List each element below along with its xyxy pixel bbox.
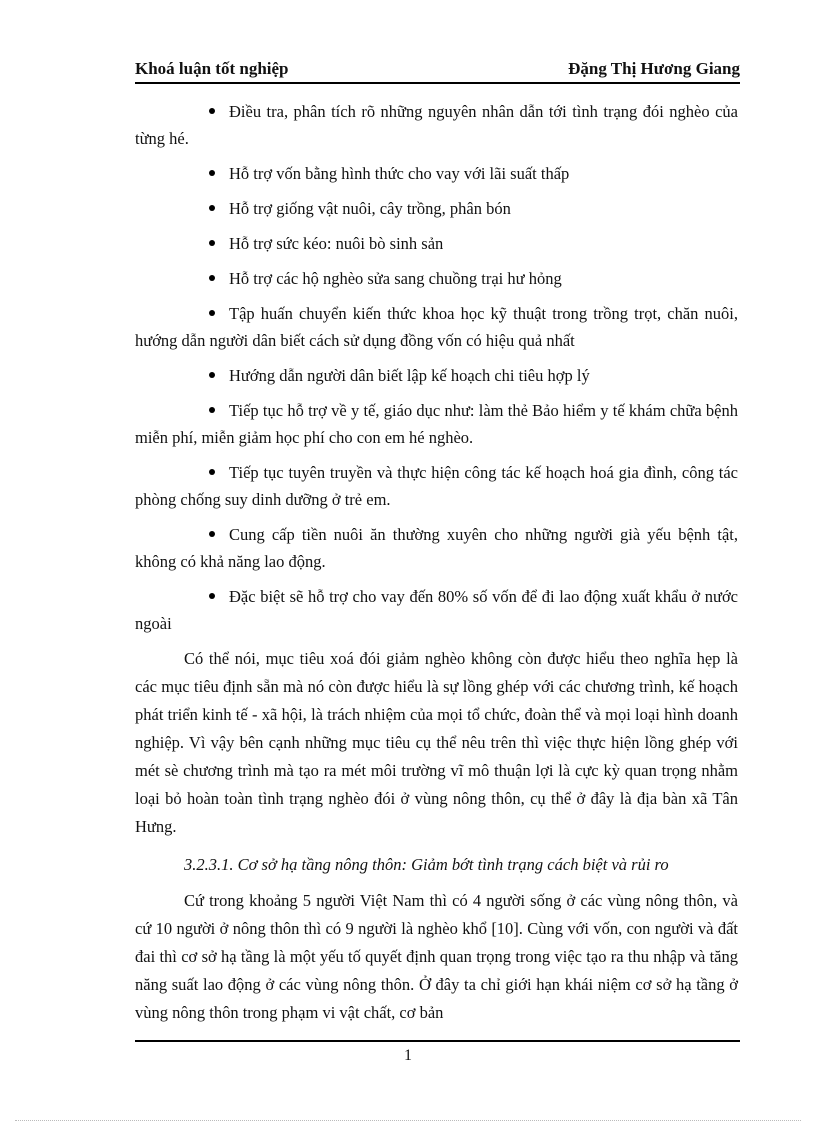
bullet-icon [209, 275, 215, 281]
bullet-icon [209, 108, 215, 114]
list-item: Đặc biệt sẽ hỗ trợ cho vay đến 80% số vốn để đi lao động xuất khẩu ở nước ngoài [135, 587, 738, 633]
list-item: Hỗ trợ sức kéo: nuôi bò sinh sản [135, 230, 738, 257]
section-heading: 3.2.3.1. Cơ sở hạ tầng nông thôn: Giảm bớt tình trạng cách biệt và rủi ro [184, 855, 669, 874]
body-paragraph: Có thể nói, mục tiêu xoá đói giảm nghèo không còn được hiểu theo nghĩa hẹp là các mục tiêu định sẵn mà nó còn được hiểu là sự lồng ghép với các chương trình, kế hoạch phát triển kinh tế - xã hội, là trách nhiệm của mọi tổ chức, đoàn thể và mọi loại hình doanh nghiệp. Vì vậy bên cạnh những mục tiêu cụ thể nêu trên thì việc thực hiện lồng ghép với mét sè chương trình mà tạo ra mét môi trường vĩ mô thuận lợi là cực kỳ quan trọng nhằm loại bỏ hoàn toàn tình trạng nghèo đói ở vùng nông thôn, cụ thể ở đây là địa bàn xã Tân Hưng. [135, 649, 738, 836]
list-item: Hỗ trợ giống vật nuôi, cây trồng, phân bón [135, 195, 738, 222]
bullet-icon [209, 469, 215, 475]
list-item: Hỗ trợ các hộ nghèo sửa sang chuồng trại hư hỏng [135, 265, 738, 292]
header-author-name: Đặng Thị Hương Giang [568, 59, 740, 78]
list-item: Điều tra, phân tích rõ những nguyên nhân dẫn tới tình trạng đói nghèo của từng hé. [135, 102, 738, 148]
bullet-icon [209, 205, 215, 211]
bullet-icon [209, 372, 215, 378]
list-item: Hướng dẫn người dân biết lập kế hoạch chi tiêu hợp lý [135, 362, 738, 389]
list-item: Tập huấn chuyển kiến thức khoa học kỹ thuật trong trồng trọt, chăn nuôi, hướng dẫn người dân biết cách sử dụng đồng vốn có hiệu quả nhất [135, 304, 738, 350]
body-paragraph: Cứ trong khoảng 5 người Việt Nam thì có 4 người sống ở các vùng nông thôn, và cứ 10 người ở nông thôn thì có 9 người là nghèo khổ [10]. Cùng với vốn, con người và đất đai thì cơ sở hạ tầng là một yếu tố quyết định quan trọng trong việc tạo ra thu nhập và tăng năng suất lao động ở các vùng nông thôn. Ở đây ta chỉ giới hạn khái niệm cơ sở hạ tầng ở vùng nông thôn trong phạm vi vật chất, cơ bản [135, 891, 738, 1022]
header-rule [135, 82, 740, 84]
bullet-icon [209, 310, 215, 316]
bullet-icon [209, 531, 215, 537]
list-item: Hỗ trợ vốn bằng hình thức cho vay với lãi suất thấp [135, 160, 738, 187]
page-number: 1 [404, 1047, 412, 1064]
bullet-icon [209, 240, 215, 246]
bullet-icon [209, 407, 215, 413]
page-body [135, 98, 738, 1027]
list-item: Cung cấp tiền nuôi ăn thường xuyên cho những người già yếu bệnh tật, không có khả năng lao động. [135, 525, 738, 571]
bullet-icon [209, 593, 215, 599]
list-item: Tiếp tục tuyên truyền và thực hiện công tác kế hoạch hoá gia đình, công tác phòng chống suy dinh dưỡng ở trẻ em. [135, 463, 738, 509]
page-header [135, 58, 740, 80]
header-thesis-title: Khoá luận tốt nghiệp [135, 59, 289, 78]
bullet-icon [209, 170, 215, 176]
list-item: Tiếp tục hỗ trợ về y tế, giáo dục như: làm thẻ Bảo hiểm y tế khám chữa bệnh miễn phí, miễn giảm học phí cho con em hé nghèo. [135, 401, 738, 447]
footer-rule [135, 1040, 740, 1042]
page-edge [15, 1120, 801, 1121]
